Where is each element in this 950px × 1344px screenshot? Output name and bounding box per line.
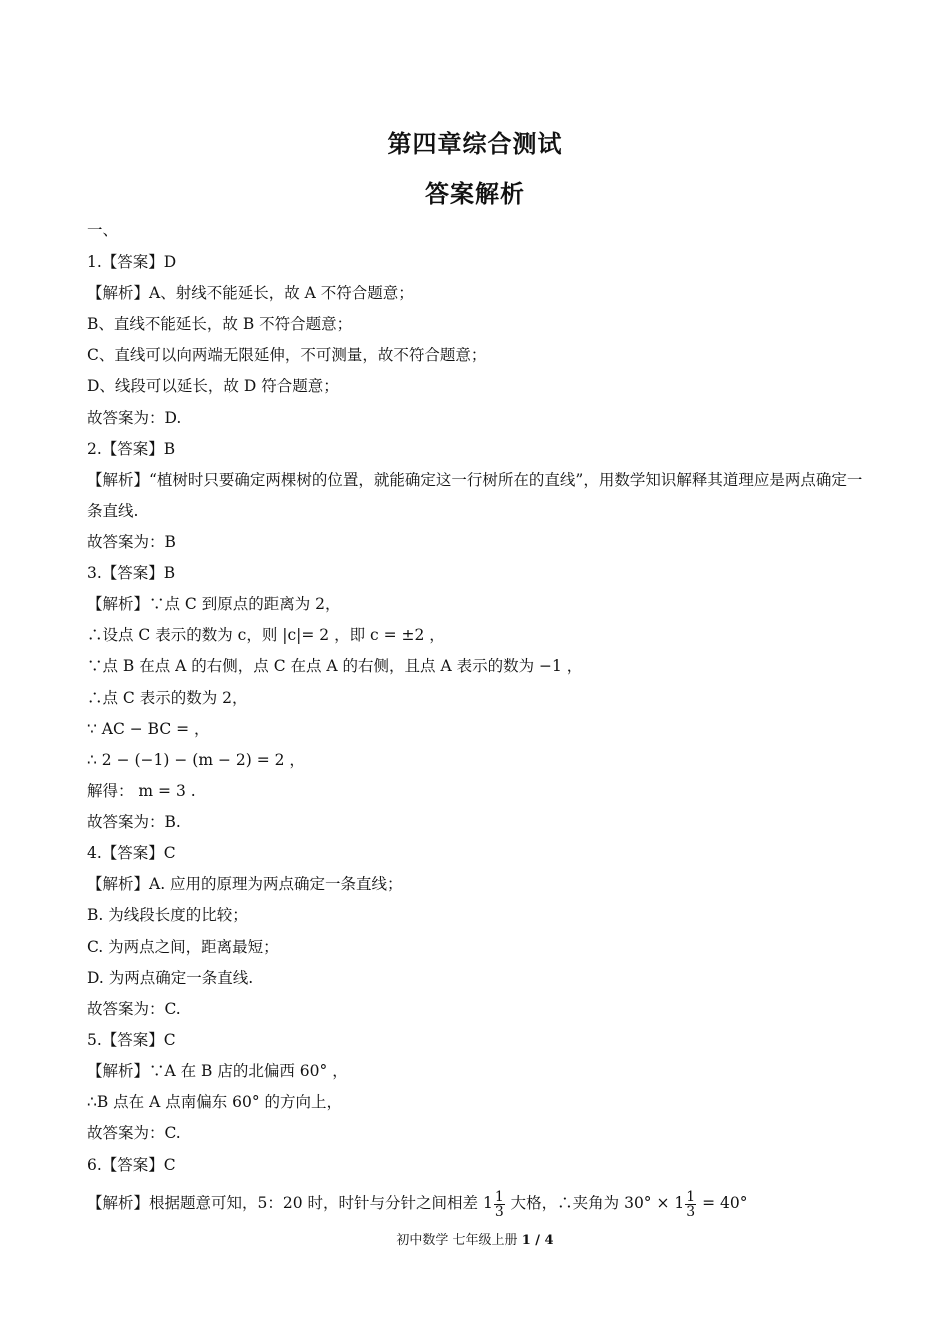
text-line: C. 为两点之间，距离最短； — [87, 938, 279, 956]
page-footer — [0, 1229, 950, 1248]
text-line: 解得： m = 3 . — [87, 782, 196, 800]
text-line: 1.【答案】D — [87, 253, 177, 271]
text-line: 故答案为：C. — [87, 1124, 181, 1142]
text-line: 故答案为：B. — [87, 813, 181, 831]
fraction-numerator: 1 — [494, 1188, 504, 1205]
fraction — [685, 1190, 696, 1219]
fraction — [494, 1190, 505, 1219]
page-title: 第四章综合测试 — [387, 130, 563, 158]
text-line: 4.【答案】C — [87, 844, 176, 862]
text-line: ∵ AC − BC = ， — [87, 720, 210, 738]
text-line: ∴B 点在 A 点南偏东 60° 的方向上， — [87, 1093, 343, 1111]
text-line: 5.【答案】C — [87, 1031, 176, 1049]
text-line: 故答案为：B — [87, 533, 176, 551]
text-line: 【解析】∵A 在 B 店的北偏西 60° ， — [87, 1062, 348, 1080]
text-line: 故答案为：C. — [87, 1000, 181, 1018]
text-line-with-fractions — [87, 1186, 748, 1220]
text-segment: 大格，∴夹角为 30° × 1 — [505, 1194, 685, 1212]
text-line: ∵点 B 在点 A 的右侧，点 C 在点 A 的右侧，且点 A 表示的数为 −1 ， — [87, 657, 583, 675]
page-number: 1 / 4 — [521, 1233, 554, 1248]
fraction-denominator: 3 — [686, 1203, 696, 1220]
text-line: D. 为两点确定一条直线. — [87, 969, 254, 987]
text-line: 6.【答案】C — [87, 1156, 176, 1174]
text-line: B. 为线段长度的比较； — [87, 906, 248, 924]
text-line: 故答案为：D. — [87, 409, 182, 427]
text-segment: = 40° — [697, 1194, 748, 1212]
section-heading: 一、 — [87, 221, 119, 239]
page-subtitle: 答案解析 — [425, 180, 525, 208]
text-segment: 【解析】根据题意可知，5：20 时，时针与分针之间相差 1 — [87, 1194, 493, 1212]
text-line: 【解析】∵点 C 到原点的距离为 2， — [87, 595, 341, 613]
text-line: ∴设点 C 表示的数为 c，则 |c|= 2 ，即 c = ±2 ， — [87, 626, 445, 644]
text-line: B、直线不能延长，故 B 不符合题意； — [87, 315, 353, 333]
text-line: C、直线可以向两端无限延伸，不可测量，故不符合题意； — [87, 346, 487, 364]
text-line: D、线段可以延长，故 D 符合题意； — [87, 377, 339, 395]
text-line: 【解析】A、射线不能延长，故 A 不符合题意； — [87, 284, 414, 302]
text-line: 【解析】A. 应用的原理为两点确定一条直线； — [87, 875, 403, 893]
text-line: 【解析】“植树时只要确定两棵树的位置，就能确定这一行树所在的直线”，用数学知识解释其道理应是两点确定一条直线. — [87, 471, 863, 520]
fraction-numerator: 1 — [686, 1188, 696, 1205]
text-line: ∴点 C 表示的数为 2， — [87, 689, 248, 707]
text-line: ∴ 2 − (−1) − (m − 2) = 2 ， — [87, 751, 305, 769]
footer-text: 初中数学 七年级上册 — [396, 1233, 522, 1248]
text-line: 3.【答案】B — [87, 564, 176, 582]
fraction-denominator: 3 — [494, 1203, 504, 1220]
text-line: 2.【答案】B — [87, 440, 176, 458]
